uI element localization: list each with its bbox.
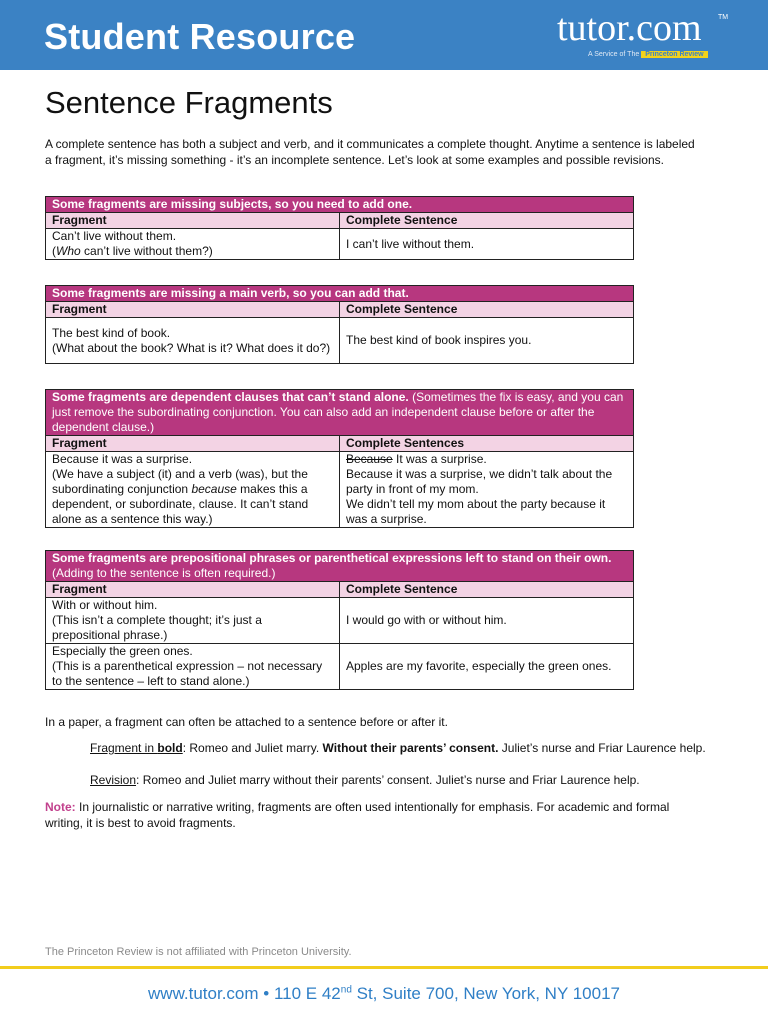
fragment-table-verbs [45, 285, 634, 364]
example-bold-fragment: Without their parents’ consent. [322, 741, 499, 755]
col-header-fragment: Fragment [46, 302, 340, 318]
table-row [46, 644, 634, 690]
fragment-text: Especially the green ones. [52, 644, 193, 658]
header-bar [0, 0, 768, 70]
col-header-fragment: Fragment [46, 582, 340, 598]
table-caption: Some fragments are missing a main verb, so you can add that. [46, 286, 634, 302]
footer-divider [0, 966, 768, 969]
col-header-complete: Complete Sentence [340, 213, 634, 229]
caption-bold: Some fragments are dependent clauses that can’t stand alone. [52, 390, 409, 404]
complete-line: Because it was a surprise, we didn’t talk about the party in front of my mom. [346, 467, 613, 496]
footer-address [0, 984, 768, 1004]
header-title: Student Resource [44, 16, 356, 57]
col-header-fragment: Fragment [46, 436, 340, 452]
disclaimer: The Princeton Review is not affiliated with Princeton University. [45, 946, 352, 958]
frag-part: can’t live without them?) [80, 244, 213, 258]
fragment-cell [46, 318, 340, 364]
frag-italic: because [191, 482, 237, 496]
label-bold: bold [157, 741, 183, 755]
frag-part: makes this a dependent, or subordinate, clause. It can’t stand alone as a sentence this way.) [52, 482, 309, 526]
intro-paragraph: A complete sentence has both a subject and verb, and it communicates a complete thought. Anytime a sentence is labeled a fragment, it’s missing something - it’s an incomplete sentence. Let’s look at some examples and possible revisions. [45, 137, 695, 167]
table-row [46, 598, 634, 644]
label-colon: : [182, 741, 190, 755]
logo-brand: Princeton Review [641, 51, 707, 58]
label-part: Fragment in [90, 741, 158, 755]
struck-word: Because [346, 452, 393, 466]
fragment-cell [46, 598, 340, 644]
fragment-table-subjects [45, 196, 634, 260]
caption-normal: (Adding to the sentence is often required.) [52, 566, 276, 580]
fragment-table-dependent-clauses [45, 389, 634, 528]
logo-tm: TM [718, 14, 729, 21]
page-title: Sentence Fragments [45, 85, 333, 120]
frag-italic: Who [56, 244, 81, 258]
example-revision [90, 772, 720, 788]
example-label [90, 741, 183, 755]
fragment-explanation [52, 244, 333, 259]
logo-text: tutor.com [557, 7, 702, 49]
complete-line [346, 452, 627, 467]
complete-line: We didn’t tell my mom about the party because it was a surprise. [346, 497, 606, 526]
note-text: In journalistic or narrative writing, fragments are often used intentionally for emphasis. For academic and formal writing, it is best to avoid fragments. [45, 800, 670, 830]
note-label: Note: [45, 800, 76, 814]
table-caption [46, 551, 634, 582]
example-text: Romeo and Juliet marry. [189, 741, 323, 755]
col-header-fragment: Fragment [46, 213, 340, 229]
fragment-explanation [52, 467, 333, 527]
footer-link[interactable]: www.tutor.com [148, 984, 259, 1003]
complete-cell: The best kind of book inspires you. [340, 318, 634, 364]
note-paragraph [45, 799, 705, 831]
attach-paragraph: In a paper, a fragment can often be attached to a sentence before or after it. [45, 715, 448, 729]
col-header-complete: Complete Sentence [340, 582, 634, 598]
revision-text: : Romeo and Juliet marry without their parents’ consent. Juliet’s nurse and Friar Laurence help. [136, 773, 640, 787]
fragment-text: Because it was a surprise. [52, 452, 193, 466]
table-row [46, 318, 634, 364]
frag-part: (We have a subject (it) and a verb (was), but the subordinating conjunction [52, 467, 308, 496]
complete-cell: I would go with or without him. [340, 598, 634, 644]
fragment-explanation: (This is a parenthetical expression – not necessary to the sentence – left to stand alone.) [52, 659, 323, 688]
complete-cell: I can’t live without them. [340, 229, 634, 260]
footer-text: St, Suite 700, New York, NY 10017 [351, 984, 620, 1003]
example-text: Juliet’s nurse and Friar Laurence help. [498, 741, 706, 755]
caption-normal: (Sometimes the fix is easy, and you can just remove the subordinating conjunction. You can also add an independent clause before or after the dependent clause.) [52, 390, 624, 434]
table-caption [46, 390, 634, 436]
complete-cell: Apples are my favorite, especially the green ones. [340, 644, 634, 690]
complete-cell [340, 452, 634, 528]
tutor-logo[interactable] [557, 8, 727, 64]
col-header-complete: Complete Sentences [340, 436, 634, 452]
example-fragment [90, 740, 720, 756]
fragment-cell [46, 229, 340, 260]
caption-bold: Some fragments are prepositional phrases or parenthetical expressions left to stand on their own. [52, 551, 612, 565]
col-header-complete: Complete Sentence [340, 302, 634, 318]
frag-part: ( [52, 244, 56, 258]
logo-subtitle [588, 51, 708, 58]
table-caption: Some fragments are missing subjects, so you need to add one. [46, 197, 634, 213]
table-row [46, 452, 634, 528]
footer-sup: nd [340, 984, 352, 996]
complete-text: It was a surprise. [392, 452, 487, 466]
fragment-text: Can’t live without them. [52, 229, 177, 243]
fragment-text: With or without him. [52, 598, 158, 612]
fragment-text: The best kind of book. [52, 325, 171, 340]
footer-text: • 110 E 42 [258, 984, 341, 1003]
fragment-cell [46, 452, 340, 528]
fragment-explanation: (What about the book? What is it? What does it do?) [52, 340, 331, 355]
table-row [46, 229, 634, 260]
fragment-cell [46, 644, 340, 690]
revision-label: Revision [90, 773, 137, 787]
logo-sub-text: A Service of The [588, 51, 640, 58]
fragment-table-prepositional [45, 550, 634, 690]
fragment-explanation: (This isn’t a complete thought; it’s just a prepositional phrase.) [52, 613, 262, 642]
